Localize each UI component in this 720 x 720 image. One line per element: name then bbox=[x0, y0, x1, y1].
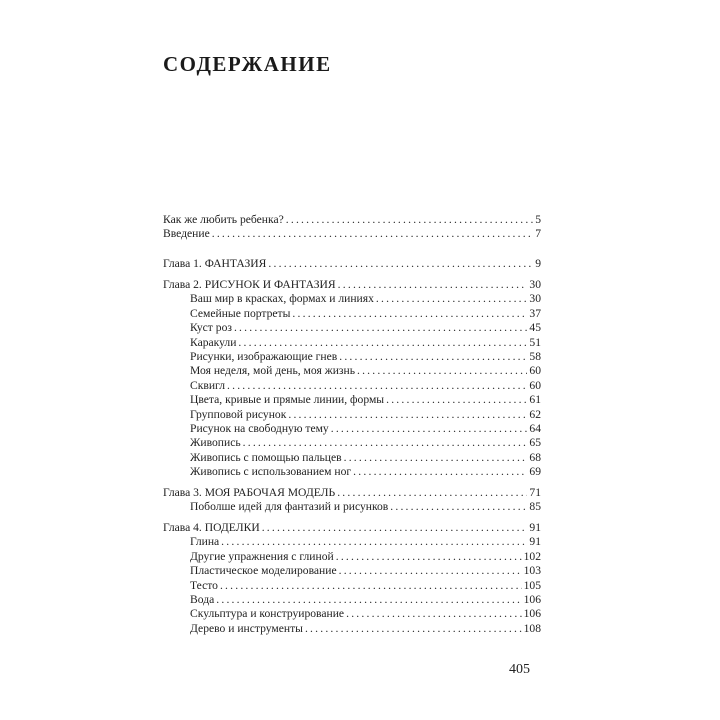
entry-page: 102 bbox=[523, 549, 541, 563]
toc-group bbox=[163, 257, 541, 271]
toc-entry bbox=[163, 227, 541, 241]
dot-leader bbox=[386, 393, 527, 407]
toc-subentry bbox=[163, 593, 541, 607]
page-number: 405 bbox=[509, 662, 530, 677]
entry-page: 106 bbox=[523, 607, 541, 621]
toc-subentry bbox=[163, 622, 541, 636]
toc-subentry bbox=[163, 379, 541, 393]
entry-title: Живопись с использованием ног bbox=[190, 465, 352, 479]
entry-title: Семейные портреты bbox=[190, 306, 291, 320]
entry-page: 108 bbox=[523, 621, 541, 635]
toc-entry bbox=[163, 278, 541, 292]
toc-subentry bbox=[163, 364, 541, 378]
dot-leader bbox=[376, 292, 528, 306]
dot-leader bbox=[234, 321, 527, 335]
toc-group bbox=[163, 213, 541, 242]
entry-page: 30 bbox=[529, 292, 541, 306]
entry-title: Тесто bbox=[190, 578, 218, 592]
entry-title: Пластическое моделирование bbox=[190, 564, 337, 578]
dot-leader bbox=[339, 564, 522, 578]
dot-leader bbox=[227, 379, 527, 393]
entry-page: 68 bbox=[529, 450, 541, 464]
toc-entry bbox=[163, 486, 541, 500]
dot-leader bbox=[331, 422, 528, 436]
entry-title: Глава 2. РИСУНОК И ФАНТАЗИЯ bbox=[163, 278, 336, 291]
entry-title: Рисунки, изображающие гнев bbox=[190, 349, 338, 363]
page-title: СОДЕРЖАНИЕ bbox=[163, 52, 332, 76]
entry-title: Глава 4. ПОДЕЛКИ bbox=[163, 521, 260, 534]
toc-subentry bbox=[163, 535, 541, 549]
entry-title: Глава 1. ФАНТАЗИЯ bbox=[163, 257, 267, 270]
toc-subentry bbox=[163, 393, 541, 407]
entry-title: Дерево и инструменты bbox=[190, 621, 303, 635]
toc-subentry bbox=[163, 408, 541, 422]
dot-leader bbox=[238, 336, 527, 350]
entry-page: 62 bbox=[529, 407, 541, 421]
entry-page: 71 bbox=[529, 486, 541, 499]
toc-entry bbox=[163, 213, 541, 227]
entry-title: Живопись bbox=[190, 436, 241, 450]
toc-subentry bbox=[163, 422, 541, 436]
dot-leader bbox=[338, 278, 528, 292]
entry-page: 37 bbox=[529, 306, 541, 320]
entry-title: Живопись с помощью пальцев bbox=[190, 450, 342, 464]
toc-subentry bbox=[163, 350, 541, 364]
toc-subentry bbox=[163, 564, 541, 578]
toc-entry bbox=[163, 257, 541, 271]
dot-leader bbox=[268, 257, 533, 271]
entry-page: 7 bbox=[535, 227, 541, 241]
entry-page: 58 bbox=[529, 349, 541, 363]
entry-page: 64 bbox=[529, 421, 541, 435]
entry-title: Глина bbox=[190, 535, 220, 549]
dot-leader bbox=[353, 465, 527, 479]
entry-page: 105 bbox=[523, 578, 541, 592]
dot-leader bbox=[286, 213, 533, 227]
entry-page: 60 bbox=[529, 378, 541, 392]
entry-title: Как же любить ребенка? bbox=[163, 213, 284, 226]
entry-page: 106 bbox=[523, 592, 541, 606]
toc-subentry bbox=[163, 451, 541, 465]
entry-page: 65 bbox=[529, 436, 541, 450]
toc-subentry bbox=[163, 500, 541, 514]
dot-leader bbox=[390, 500, 527, 514]
toc-group bbox=[163, 278, 541, 479]
entry-page: 51 bbox=[529, 335, 541, 349]
entry-title: Скульптура и конструирование bbox=[190, 607, 345, 621]
toc-subentry bbox=[163, 292, 541, 306]
dot-leader bbox=[243, 436, 528, 450]
entry-title: Каракули bbox=[190, 335, 237, 349]
entry-title: Вода bbox=[190, 592, 215, 606]
toc-group bbox=[163, 486, 541, 515]
dot-leader bbox=[336, 550, 522, 564]
entry-title: Глава 3. МОЯ РАБОЧАЯ МОДЕЛЬ bbox=[163, 486, 336, 499]
dot-leader bbox=[288, 408, 527, 422]
toc-entry bbox=[163, 521, 541, 535]
entry-page: 69 bbox=[529, 465, 541, 479]
dot-leader bbox=[346, 607, 522, 621]
entry-page: 91 bbox=[529, 535, 541, 549]
toc-subentry bbox=[163, 607, 541, 621]
dot-leader bbox=[216, 593, 521, 607]
entry-page: 91 bbox=[529, 521, 541, 534]
entry-title: Введение bbox=[163, 227, 210, 241]
toc-subentry bbox=[163, 579, 541, 593]
entry-page: 9 bbox=[535, 257, 541, 270]
entry-page: 61 bbox=[529, 393, 541, 407]
toc-subentry bbox=[163, 307, 541, 321]
dot-leader bbox=[220, 579, 522, 593]
entry-page: 30 bbox=[529, 278, 541, 291]
toc-subentry bbox=[163, 321, 541, 335]
dot-leader bbox=[221, 535, 527, 549]
dot-leader bbox=[344, 451, 528, 465]
toc-group bbox=[163, 521, 541, 636]
dot-leader bbox=[212, 227, 533, 241]
entry-title: Другие упражнения с глиной bbox=[190, 549, 334, 563]
entry-title: Цвета, кривые и прямые линии, формы bbox=[190, 393, 385, 407]
dot-leader bbox=[339, 350, 527, 364]
entry-title: Сквигл bbox=[190, 378, 225, 392]
entry-title: Рисунок на свободную тему bbox=[190, 421, 329, 435]
entry-page: 103 bbox=[523, 564, 541, 578]
entry-title: Моя неделя, мой день, моя жизнь bbox=[190, 364, 355, 378]
toc-subentry bbox=[163, 336, 541, 350]
dot-leader bbox=[262, 521, 528, 535]
entry-page: 60 bbox=[529, 364, 541, 378]
entry-title: Ваш мир в красках, формах и линиях bbox=[190, 292, 374, 306]
entry-title: Поболше идей для фантазий и рисунков bbox=[190, 500, 389, 514]
toc-subentry bbox=[163, 550, 541, 564]
dot-leader bbox=[337, 486, 527, 500]
toc-subentry bbox=[163, 465, 541, 479]
dot-leader bbox=[357, 364, 527, 378]
toc-subentry bbox=[163, 436, 541, 450]
entry-page: 5 bbox=[535, 213, 541, 226]
dot-leader bbox=[305, 622, 522, 636]
entry-title: Групповой рисунок bbox=[190, 407, 287, 421]
entry-page: 85 bbox=[529, 500, 541, 514]
entry-page: 45 bbox=[529, 321, 541, 335]
dot-leader bbox=[292, 307, 527, 321]
entry-title: Куст роз bbox=[190, 321, 232, 335]
